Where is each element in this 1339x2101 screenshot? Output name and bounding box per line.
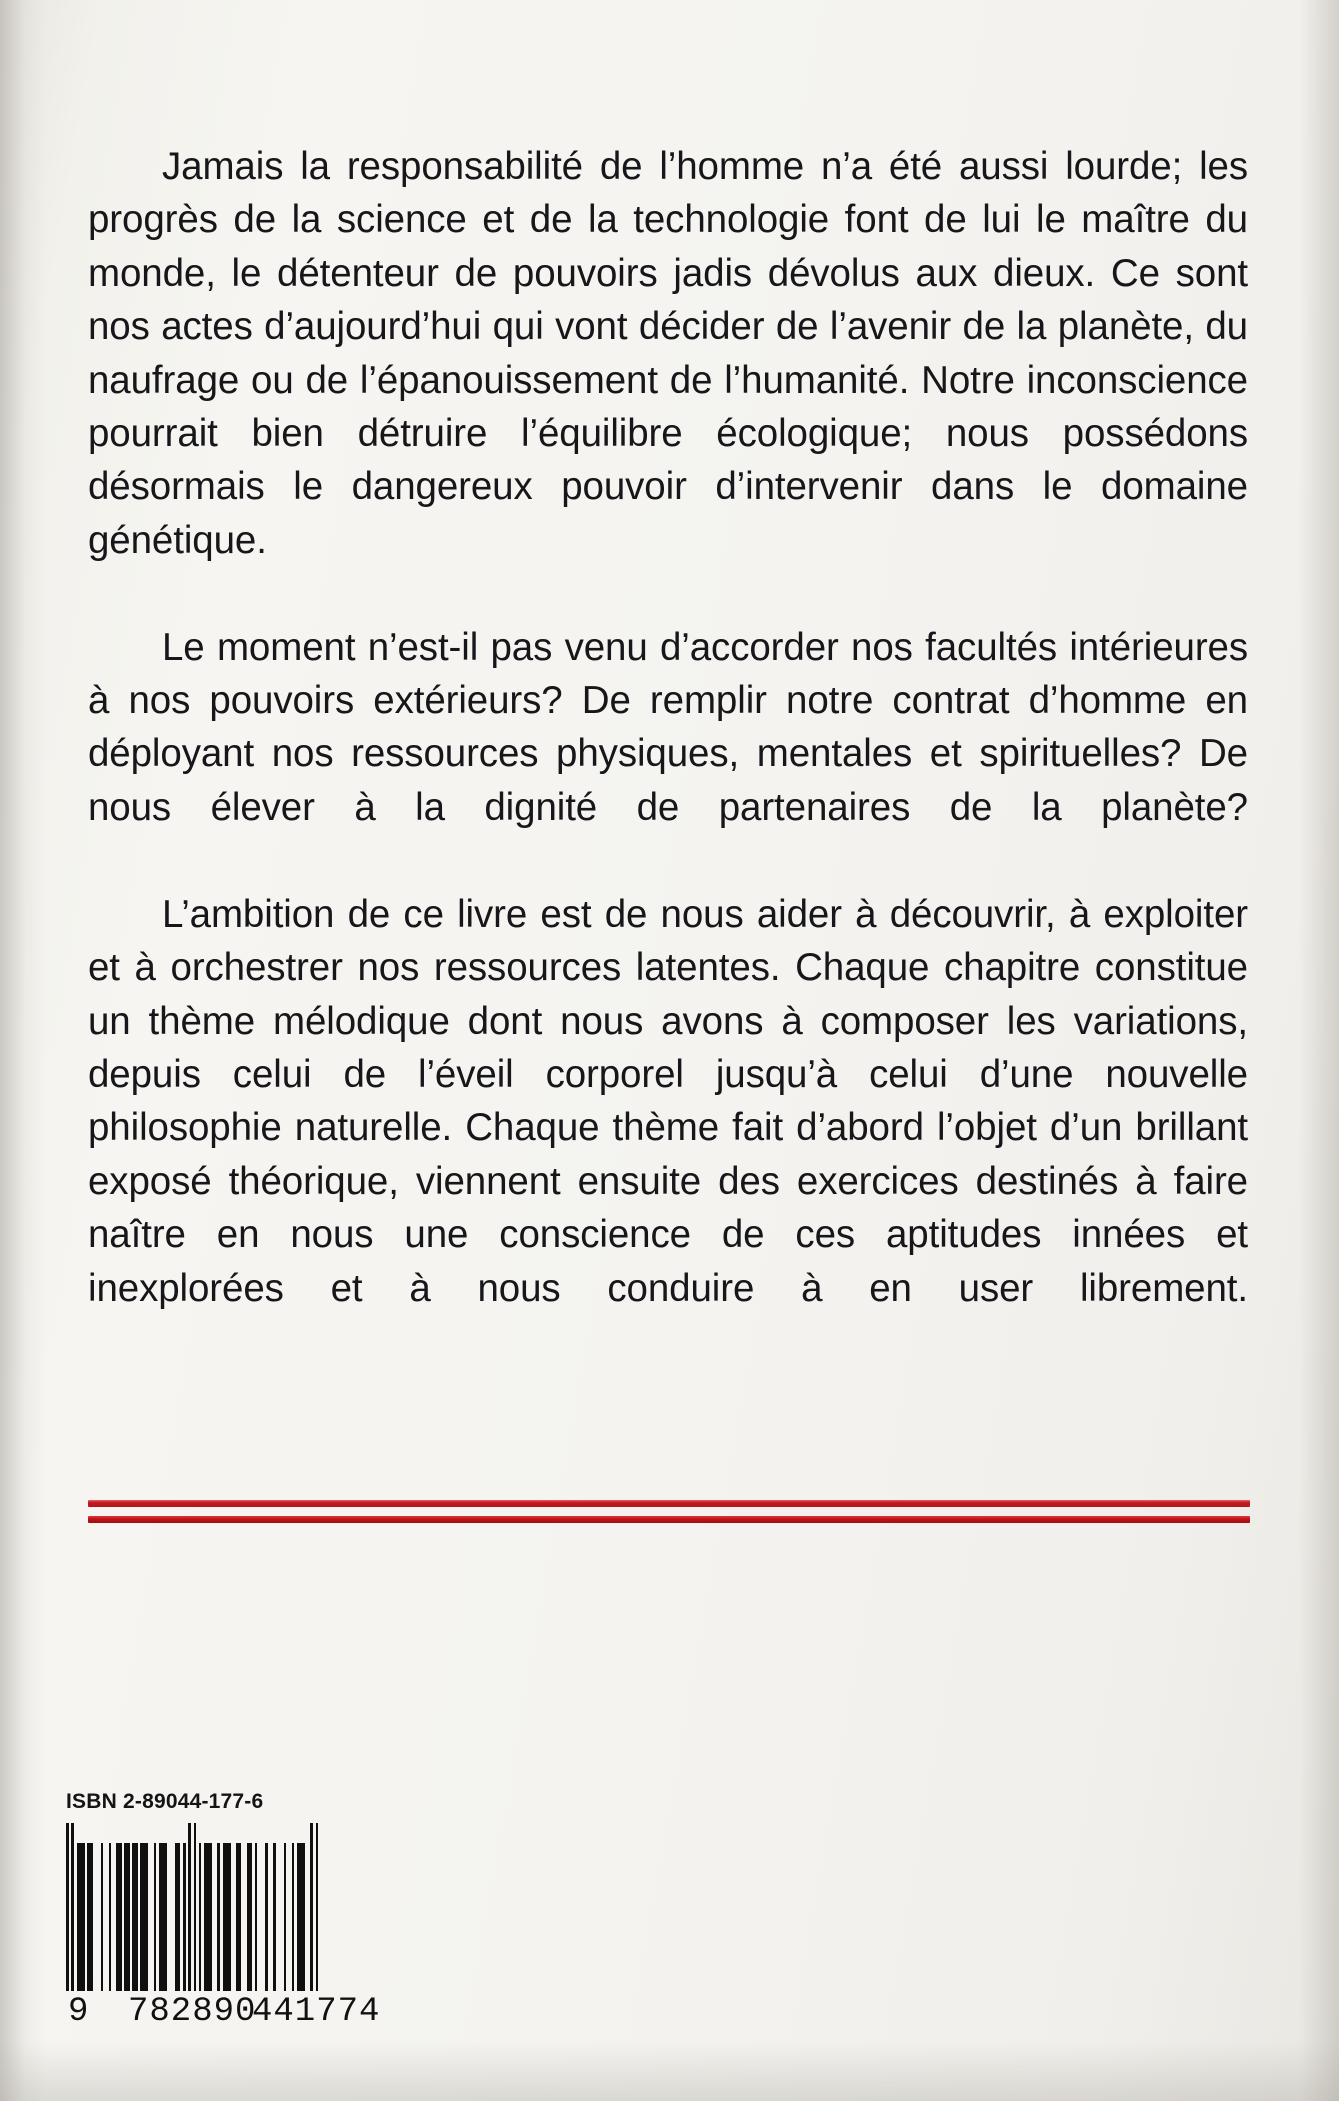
blurb-paragraph-2: Le moment n’est-il pas venu d’accorder nos facultés intérieures à nos pouvoirs extérieurs? De remplir notre contrat d’homme en déployant nos ressources physiques, mentales et spirituelles? De nous élever à la dignité de partenaires de la planète? <box>88 625 1248 829</box>
scan-shadow-left <box>0 0 46 2101</box>
barcode-bars <box>66 1823 319 1991</box>
scan-shadow-bottom <box>0 2041 1339 2101</box>
blurb-paragraph-1: Jamais la responsabilité de l’homme n’a été aussi lourde; les progrès de la science et de la technologie font de lui le maître du monde, le détenteur de pouvoirs jadis dévolus aux dieux. Ce sont nos actes d’aujourd’hui qui vont décider de l’avenir de la planète, du naufrage ou de l’épanouissement de l’humanité. Notre inconscience pourrait bien détruire l’équilibre écologique; nous possédons désormais le dangereux pouvoir d’intervenir dans le domaine génétique. <box>88 145 1248 562</box>
scan-shadow-right <box>1299 0 1339 2101</box>
barcode <box>66 1823 381 2039</box>
isbn-label: ISBN 2-89044-177-6 <box>66 1790 264 1813</box>
red-rule-top <box>88 1500 1250 1507</box>
red-rule-bottom <box>88 1516 1250 1523</box>
back-cover-blurb <box>88 140 1248 1368</box>
isbn-barcode-block <box>66 1790 381 2039</box>
barcode-lead-digit: 9 <box>68 1993 90 2031</box>
barcode-digits <box>66 1993 381 2039</box>
red-double-rule <box>88 1500 1250 1523</box>
blurb-paragraph-3: L’ambition de ce livre est de nous aider à découvrir, à exploiter et à orchestrer nos ressources latentes. Chaque chapitre constitue un thème mélodique dont nous avons à composer les variations, depuis celui de l’éveil corporel jusqu’à celui d’une nouvelle philosophie naturelle. Chaque thème fait d’abord l’objet d’un brillant exposé théorique, viennent ensuite des exercices destinés à faire naître en nous une conscience de ces aptitudes innées et inexplorées et à nous conduire à en user librement. <box>88 892 1248 1310</box>
barcode-left-group: 782890 <box>128 1993 257 2031</box>
barcode-right-group: 441774 <box>252 1993 381 2031</box>
